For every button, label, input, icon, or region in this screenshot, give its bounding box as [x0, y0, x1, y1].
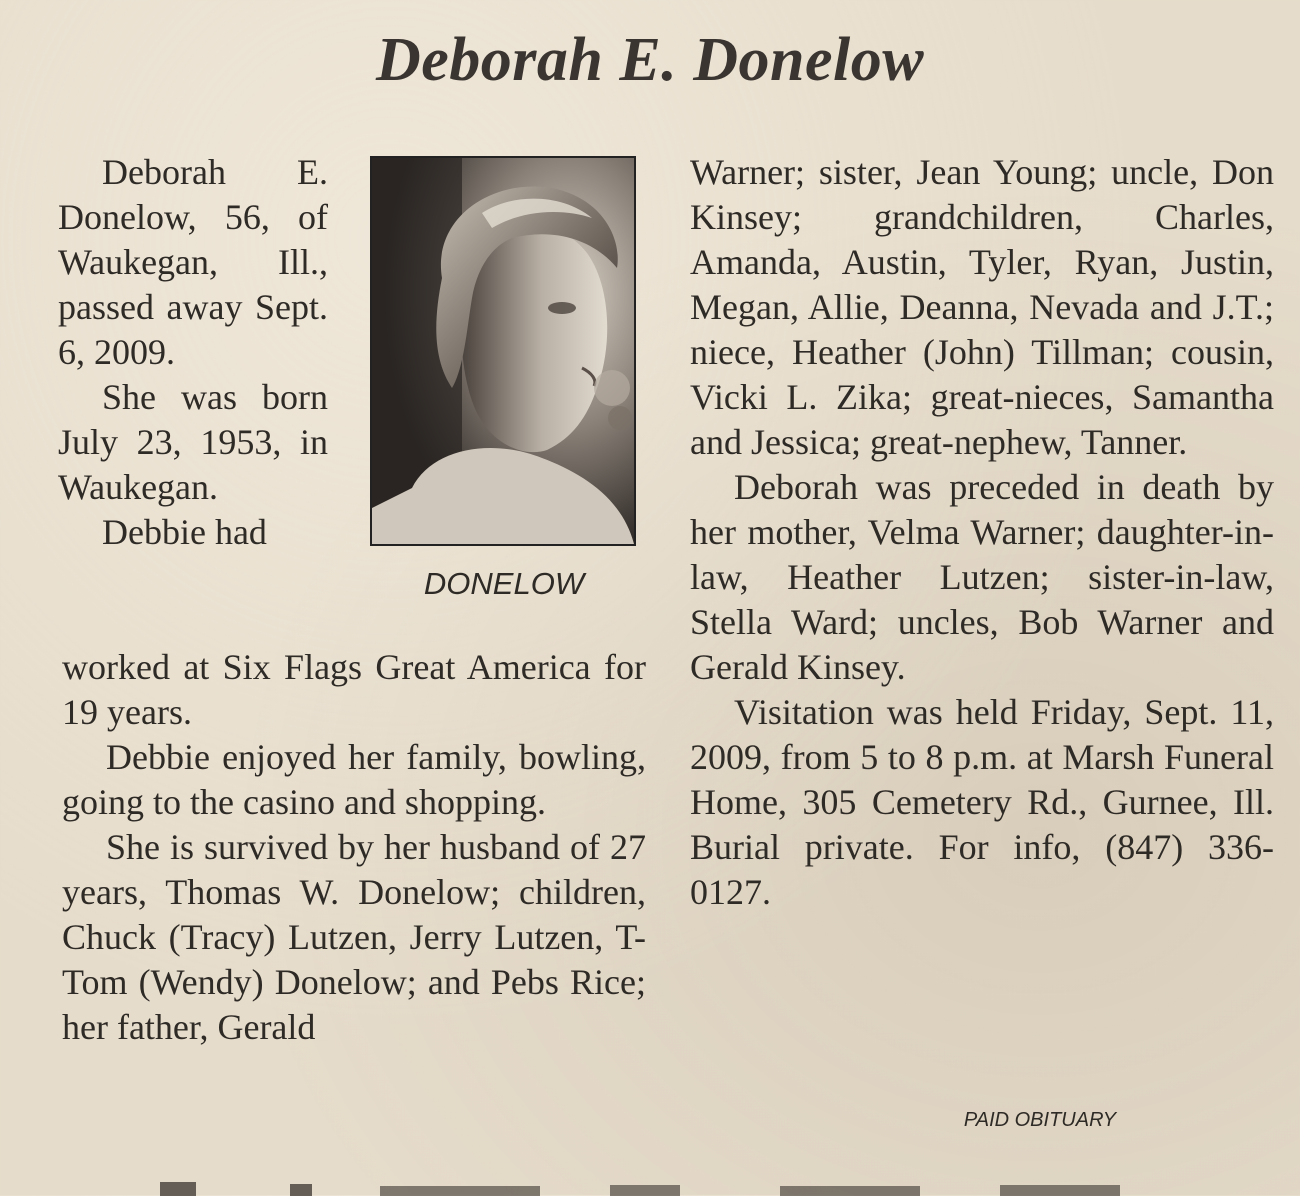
right-column: [690, 150, 1274, 915]
paragraph-work-start: Debbie had: [102, 512, 267, 552]
paid-obituary-tag: PAID OBITUARY: [963, 1109, 1117, 1131]
left-column-bottom: [62, 645, 646, 1050]
photo-caption: DONELOW: [423, 566, 585, 601]
paragraph-preceded-in-death: Deborah was preceded in death by her mother, Velma Warner; daughter-in-law, Heather Lutzen; sister-in-law, Stella Ward; uncles, Bob Warner and Gerald Kinsey.: [690, 467, 1274, 687]
paragraph-work: worked at Six Flags Great America for 19 years.: [62, 647, 646, 732]
portrait-photo: [370, 156, 636, 546]
obituary-headline: Deborah E. Donelow: [375, 26, 925, 94]
paragraph-birth: She was born July 23, 1953, in Waukegan.: [58, 377, 328, 507]
left-column-top: [58, 150, 328, 555]
paragraph-hobbies: Debbie enjoyed her family, bowling, going to the casino and shopping.: [62, 737, 646, 822]
paragraph-visitation: Visitation was held Friday, Sept. 11, 2009, from 5 to 8 p.m. at Marsh Funeral Home, 305 Cemetery Rd., Gurnee, Ill. Burial private. For info, (847) 336-0127.: [690, 692, 1274, 912]
next-article-edge: [140, 1176, 1240, 1196]
cut-off-text-fragment: [140, 1176, 1240, 1196]
paragraph-survivors-start: She is survived by her husband of 27 years, Thomas W. Donelow; children, Chuck (Tracy) Lutzen, Jerry Lutzen, T-Tom (Wendy) Donelow; and Pebs Rice; her father, Gerald: [62, 827, 646, 1047]
portrait-image: [372, 158, 634, 544]
paragraph-survivors-continued: Warner; sister, Jean Young; uncle, Don Kinsey; grandchildren, Charles, Amanda, Austin, Tyler, Ryan, Justin, Megan, Allie, Deanna, Nevada and J.T.; niece, Heather (John) Tillman; cousin, Vicki L. Zika; great-nieces, Samantha and Jessica; great-nephew, Tanner.: [690, 152, 1274, 462]
paragraph-death-notice: Deborah E. Donelow, 56, of Waukegan, Ill., passed away Sept. 6, 2009.: [58, 152, 328, 372]
